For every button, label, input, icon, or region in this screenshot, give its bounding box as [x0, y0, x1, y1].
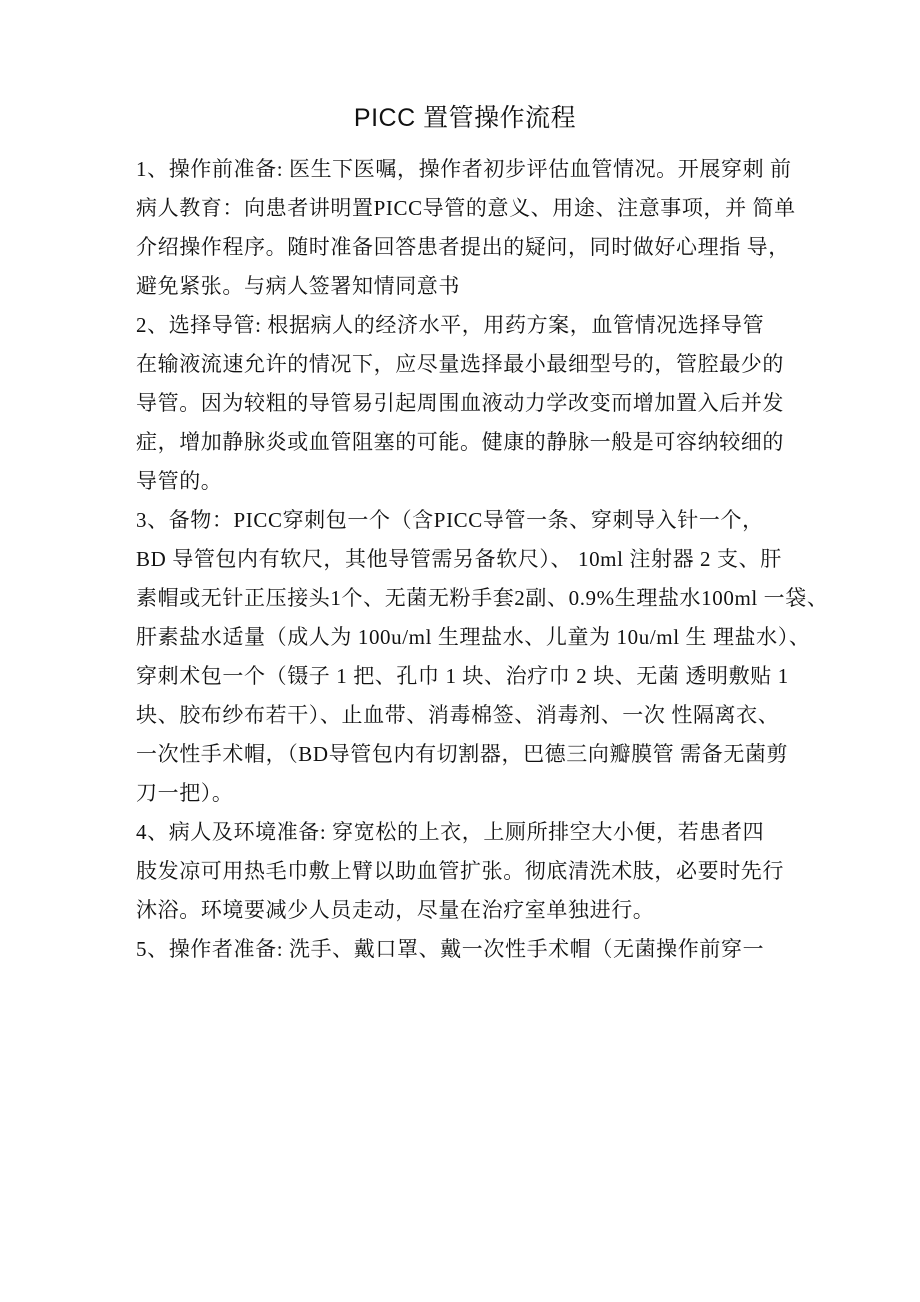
text-line: 一次性手术帽，（BD导管包内有切割器，巴德三向瓣膜管 需备无菌剪: [136, 742, 789, 766]
text-line: 沐浴。环境要减少人员走动，尽量在治疗室单独进行。: [136, 898, 655, 922]
text-line: 导管的。: [136, 469, 223, 493]
text-line: 2、选择导管: 根据病人的经济水平，用药方案，血管情况选择导管: [136, 313, 765, 337]
text-line: 介绍操作程序。随时准备回答患者提出的疑问，同时做好心理指 导，: [136, 235, 790, 259]
text-line: 刀一把）。: [136, 781, 234, 805]
text-line: 1、操作前准备: 医生下医嘱，操作者初步评估血管情况。开展穿刺 前: [136, 157, 792, 181]
page-title: PICC 置管操作流程: [353, 104, 577, 132]
text-line: 5、操作者准备: 洗手、戴口罩、戴一次性手术帽（无菌操作前穿一: [136, 937, 765, 961]
text-line: 块、胶布纱布若干）、止血带、消毒棉签、消毒剂、一次 性隔离衣、: [136, 703, 780, 727]
text-line: 穿刺术包一个（镊子 1 把、孔巾 1 块、治疗巾 2 块、无菌 透明敷贴 1: [136, 664, 789, 688]
text-line: 3、备物：PICC穿刺包一个（含PICC导管一条、穿刺导入针一个，: [136, 508, 764, 532]
text-line: 在输液流速允许的情况下，应尽量选择最小最细型号的，管腔最少的: [136, 352, 784, 376]
text-line: 肢发凉可用热毛巾敷上臂以助血管扩张。彻底清洗术肢，必要时先行: [136, 859, 784, 883]
text-line: 素帽或无针正压接头1个、无菌无粉手套2副、0.9%生理盐水100ml 一袋、: [136, 586, 829, 610]
document-body: [136, 150, 836, 969]
text-line: 肝素盐水适量（成人为 100u/ml 生理盐水、儿童为 10u/ml 生 理盐水）、: [136, 625, 811, 649]
text-line: 4、病人及环境准备: 穿宽松的上衣，上厕所排空大小便，若患者四: [136, 820, 765, 844]
text-line: BD 导管包内有软尺，其他导管需另备软尺）、 10ml 注射器 2 支、肝: [136, 547, 782, 571]
text-line: 避免紧张。与病人签署知情同意书: [136, 274, 460, 298]
text-line: 症，增加静脉炎或血管阻塞的可能。健康的静脉一般是可容纳较细的: [136, 430, 784, 454]
text-line: 病人教育：向患者讲明置PICC导管的意义、用途、注意事项，并 简单: [136, 196, 796, 220]
text-line: 导管。因为较粗的导管易引起周围血液动力学改变而增加置入后并发: [136, 391, 784, 415]
